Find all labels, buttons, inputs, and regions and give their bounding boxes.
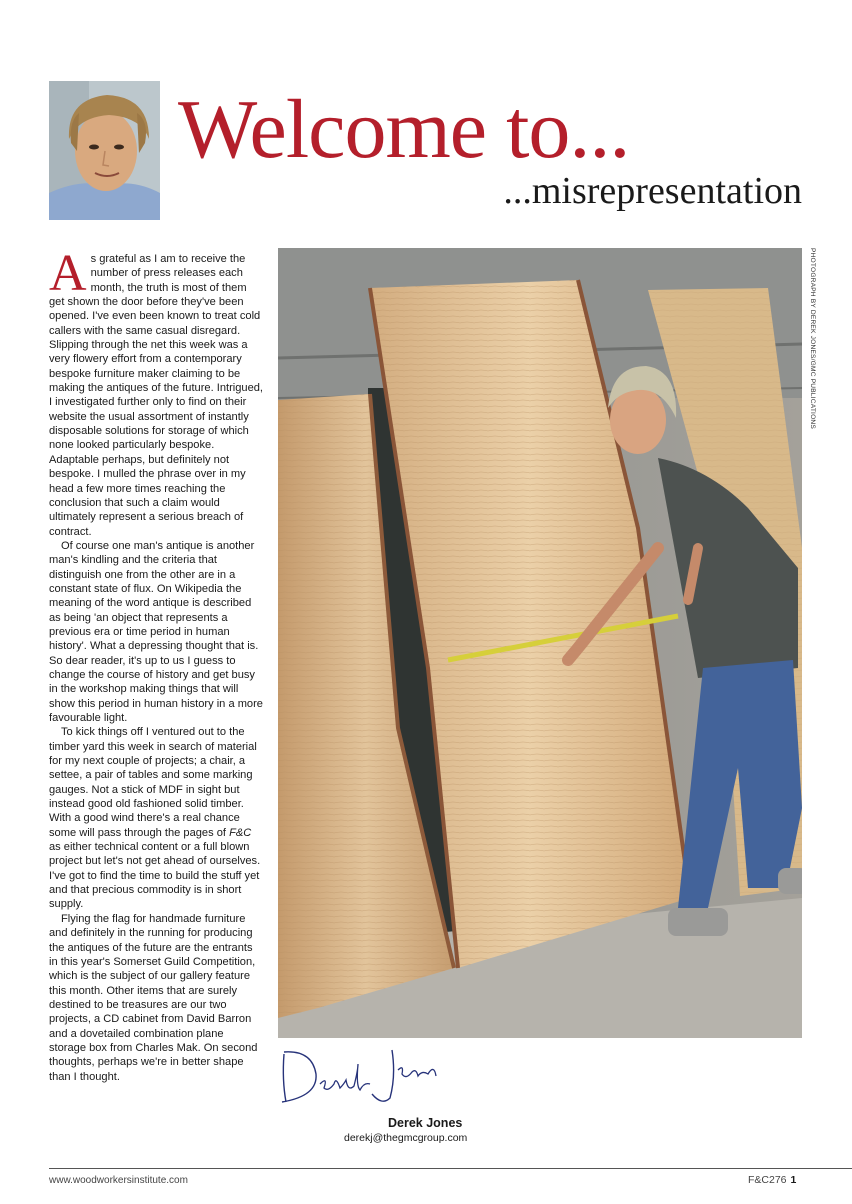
- issue-number: F&C276: [748, 1174, 787, 1186]
- article-paragraph-1: [49, 245, 263, 539]
- paragraph-3-text-a: To kick things off I ventured out to the timber yard this week in search of material for my next couple of projects; a chair, a settee, a pair of tables and some marking gauges. Not a stick of MDF in sight but instead good old fashioned solid timber. With a good wind there's a real chance some will pass through the pages of: [49, 726, 257, 839]
- author-portrait: [49, 81, 160, 220]
- article-body: [49, 245, 263, 1084]
- paragraph-1-text: s grateful as I am to receive the number of press releases each month, the truth is most of them get shown the door before they've been opened. I've even been known to treat cold callers with the same casual disregard. Slipping through the net this week was a very flowery effort from a contemporary bespoke furniture maker claiming to be making the antiques of the future. Intrigued, I investigated further only to find on their website the usual assortment of instantly disposable solutions for storage of which none looked particularly bespoke. Adaptable perhaps, but definitely not bespoke. I mulled the phrase over in my head a few more times reaching the conclusion that such a claim would ultimately represent a serious breach of contract.: [49, 253, 263, 538]
- editor-email[interactable]: derekj@thegmcgroup.com: [344, 1132, 468, 1144]
- article-paragraph-2: Of course one man's antique is another man's kindling and the criteria that distinguish one from the other are in a constant state of flux. On Wikipedia the meaning of the word antique is described as being 'an object that represents a previous era or time period in human history'. What a depressing thought that is. So dear reader, it's up to us I guess to change the course of history and get busy in the workshop making things that will show this period in human history in a more favourable light.: [49, 539, 263, 724]
- handwritten-signature: [272, 1040, 448, 1110]
- article-paragraph-4: Flying the flag for handmade furniture and definitely in the running for producing the antiques of the future are the entrants in this year's Somerset Guild Competition, which is the subject of our gallery feature this month. Other items that are surely destined to be treasures are our two projects, a CD cabinet from David Barron and a dovetailed combination plane storage box from Charles Mak. On second thoughts, perhaps we're in better shape than I thought.: [49, 912, 258, 1083]
- footer-website-link[interactable]: www.woodworkersinstitute.com: [49, 1175, 188, 1186]
- magazine-title-emphasis: F&C: [229, 826, 252, 839]
- timber-yard-image: [278, 248, 802, 1038]
- footer-issue-page: [748, 1174, 796, 1186]
- photo-credit: [808, 248, 818, 468]
- page-title: Welcome to...: [178, 83, 630, 176]
- article-paragraph-3: [49, 725, 263, 911]
- page-number: 1: [790, 1174, 797, 1186]
- author-portrait-image: [49, 81, 160, 220]
- paragraph-3-text-b: as either technical content or a full blown project but let's not get ahead of ourselves. I've got to find the time to build the stuff yet and that precious commodity is in short supply.: [49, 841, 261, 911]
- footer-divider: [49, 1168, 852, 1169]
- page-subtitle: ...misrepresentation: [503, 170, 802, 212]
- drop-cap: A: [49, 245, 87, 302]
- photo-credit-text: PHOTOGRAPH BY DEREK JONES/GMC PUBLICATIONS: [809, 248, 816, 429]
- editor-name: Derek Jones: [388, 1116, 463, 1130]
- timber-yard-photo: [278, 248, 802, 1038]
